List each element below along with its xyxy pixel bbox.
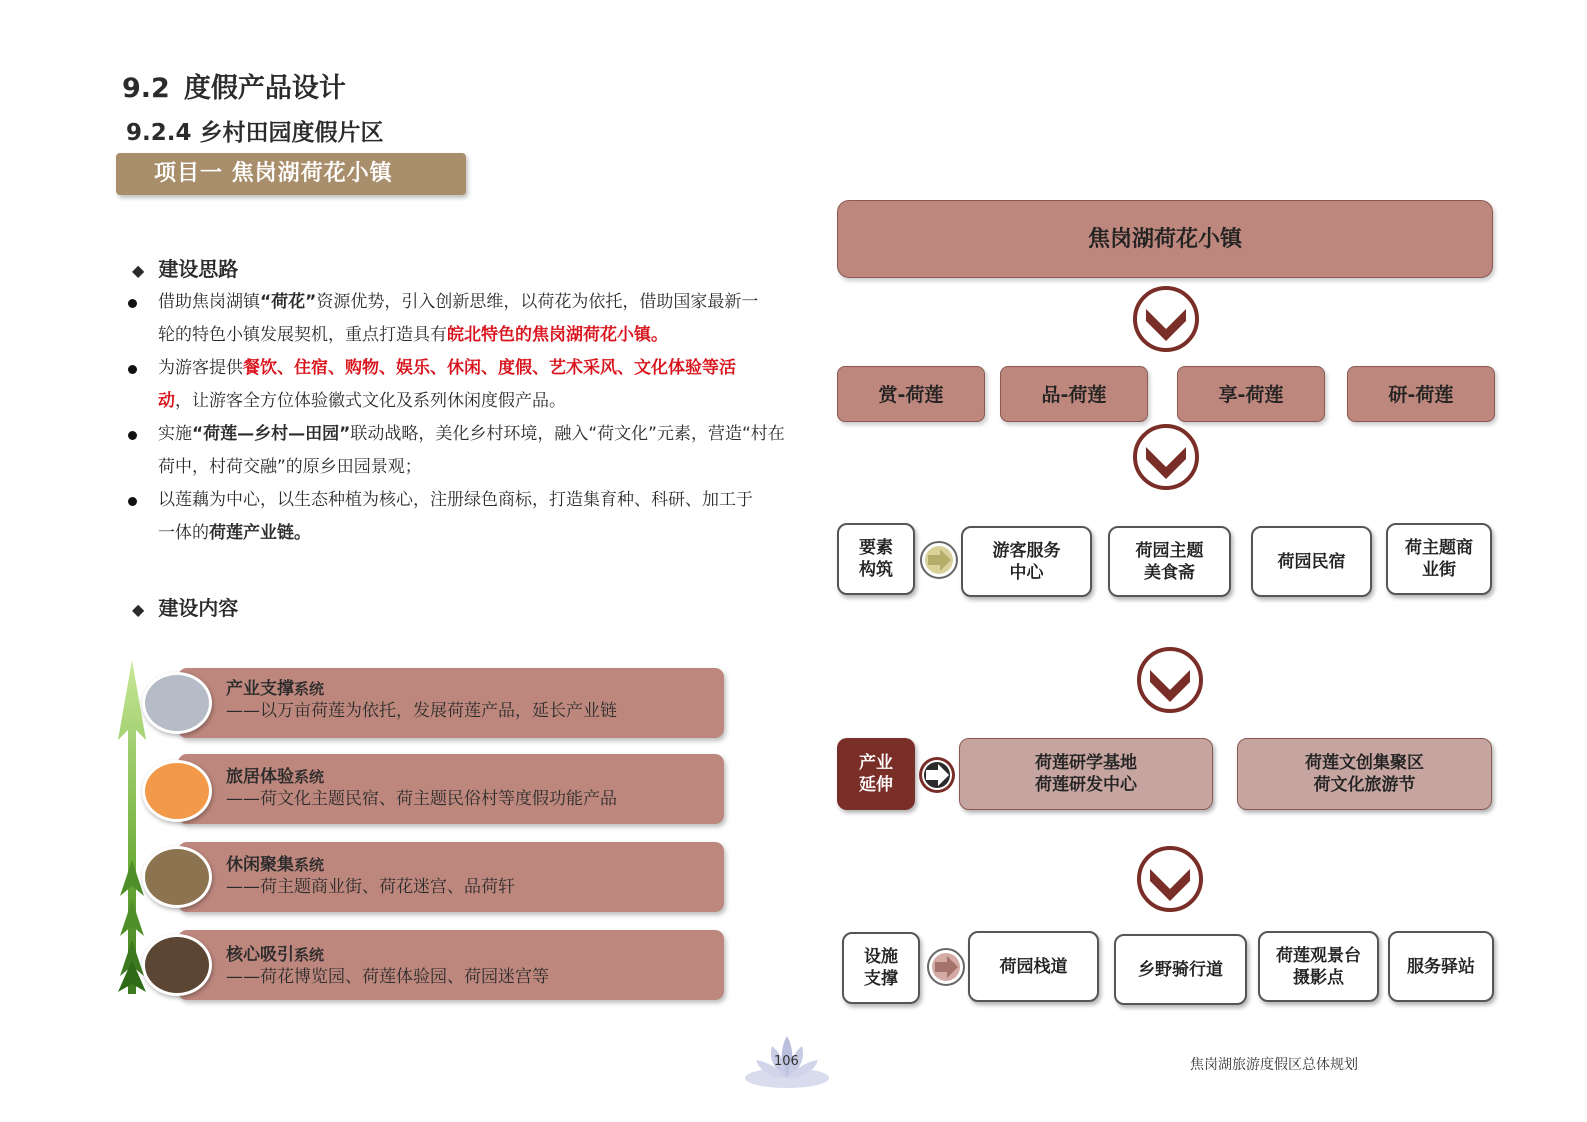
system-dot <box>142 672 212 734</box>
idea-bullet-list <box>128 286 798 550</box>
arrow-right-icon <box>926 947 966 987</box>
section-build-content-title: 建设内容 <box>158 596 239 620</box>
item-text: 荷园栈道 <box>999 956 1068 977</box>
row-label-text: 产业延伸 <box>859 753 893 795</box>
text-bold: “荷花” <box>260 292 317 312</box>
system-item <box>226 766 617 810</box>
item-viewing-platform <box>1258 931 1379 1002</box>
item-visitor-center <box>961 526 1092 597</box>
item-text: 荷园主题美食斋 <box>1135 540 1204 583</box>
text: 联动战略，美化乡村环境，融入“荷文化”元素，营造“村在荷中，村荷交融”的原乡田园景观； <box>158 424 785 477</box>
system-suffix: 系统 <box>294 768 325 786</box>
system-desc: ——荷主题商业街、荷花迷宫、品荷轩 <box>226 877 515 897</box>
pill-enjoy: 享-荷莲 <box>1177 366 1325 422</box>
item-food-hall <box>1108 526 1231 597</box>
system-suffix: 系统 <box>294 680 325 698</box>
system-desc: ——荷花博览园、荷莲体验园、荷园迷宫等 <box>226 967 549 987</box>
text-highlight: 皖北特色的焦岗湖荷花小镇。 <box>447 325 668 345</box>
section-build-idea-title: 建设思路 <box>158 257 239 281</box>
item-service-station <box>1388 931 1494 1002</box>
pill-taste: 品-荷莲 <box>1000 366 1148 422</box>
pill-research: 研-荷莲 <box>1347 366 1495 422</box>
item-boardwalk <box>968 931 1099 1002</box>
system-name: 旅居体验 <box>226 767 294 787</box>
item-homestay <box>1251 526 1372 597</box>
item-research-base <box>959 738 1213 810</box>
item-text: 荷莲文创集聚区 荷文化旅游节 <box>1305 753 1424 795</box>
item-text: 荷莲观景台 摄影点 <box>1276 945 1361 988</box>
bullet-item <box>128 418 788 484</box>
chevron-down-icon <box>1136 646 1204 714</box>
system-item <box>226 944 549 988</box>
system-suffix: 系统 <box>294 856 325 874</box>
section-heading <box>122 66 346 105</box>
system-desc: ——以万亩荷莲为依托，发展荷莲产品，延长产业链 <box>226 701 617 721</box>
text: ，让游客全方位体验徽式文化及系列休闲度假产品。 <box>175 391 566 411</box>
item-text: 服务驿站 <box>1407 956 1475 977</box>
item-commercial-street <box>1386 523 1492 595</box>
item-cycling-path <box>1114 934 1247 1005</box>
project-badge: 项目一 焦岗湖荷花小镇 <box>116 153 466 195</box>
text: 资源优势，引入创新思维，以荷花为依托，借助国家最新一轮的特色小镇发展契机，重点打造具有 <box>158 292 759 345</box>
item-creative-cluster <box>1237 738 1492 810</box>
system-name: 核心吸引 <box>226 945 294 965</box>
item-text: 乡野骑行道 <box>1138 959 1223 980</box>
arrow-right-icon <box>917 755 957 795</box>
section-number: 9.2 <box>122 73 170 104</box>
item-text: 荷莲研学基地 荷莲研发中心 <box>1035 753 1137 795</box>
chevron-down-icon <box>1132 285 1200 353</box>
text-highlight: 餐饮、住宿、购物、娱乐、休闲、度假、艺术采风、文化体验等活动 <box>158 358 736 411</box>
page-number: 106 <box>774 1054 799 1069</box>
text-bold: “荷莲—乡村—田园” <box>192 424 351 444</box>
system-dot <box>142 846 212 908</box>
text: 以莲藕为中心，以生态种植为核心，注册绿色商标，打造集育种、科研、加工于一体的 <box>158 490 753 543</box>
section-title: 度假产品设计 <box>183 73 346 104</box>
row-label-elements <box>837 523 915 595</box>
diamond-icon: ◆ <box>132 600 145 619</box>
system-desc: ——荷文化主题民宿、荷主题民俗村等度假功能产品 <box>226 789 617 809</box>
text: 实施 <box>158 424 192 444</box>
bullet-item <box>128 286 768 352</box>
arrow-right-icon <box>919 540 959 580</box>
row-label-text: 设施支撑 <box>864 947 898 989</box>
system-name: 产业支撑 <box>226 679 294 699</box>
row-label-facilities <box>842 932 920 1004</box>
chevron-down-icon <box>1136 845 1204 913</box>
section-build-idea <box>132 253 238 282</box>
system-suffix: 系统 <box>294 946 325 964</box>
system-name: 休闲聚集 <box>226 855 294 875</box>
item-text: 荷主题商业街 <box>1405 538 1473 580</box>
section-build-content <box>132 592 238 621</box>
row-label-industry <box>837 738 915 810</box>
subsection-heading: 9.2.4 乡村田园度假片区 <box>126 120 384 146</box>
system-dot <box>142 934 212 996</box>
system-item <box>226 678 617 722</box>
bullet-item <box>128 484 768 550</box>
diamond-icon: ◆ <box>132 261 145 280</box>
item-text: 游客服务中心 <box>992 540 1061 583</box>
text-bold: 荷莲产业链。 <box>209 523 311 543</box>
text: 为游客提供 <box>158 358 243 378</box>
pill-appreciate: 赏-荷莲 <box>837 366 985 422</box>
row-label-text: 要素构筑 <box>859 538 893 580</box>
document-title: 焦岗湖旅游度假区总体规划 <box>1190 1057 1358 1073</box>
text: 借助焦岗湖镇 <box>158 292 260 312</box>
item-text: 荷园民宿 <box>1277 551 1346 572</box>
system-item <box>226 854 515 898</box>
bullet-item <box>128 352 768 418</box>
system-dot <box>142 760 212 822</box>
chevron-down-icon <box>1132 423 1200 491</box>
diagram-top-box: 焦岗湖荷花小镇 <box>837 200 1493 278</box>
